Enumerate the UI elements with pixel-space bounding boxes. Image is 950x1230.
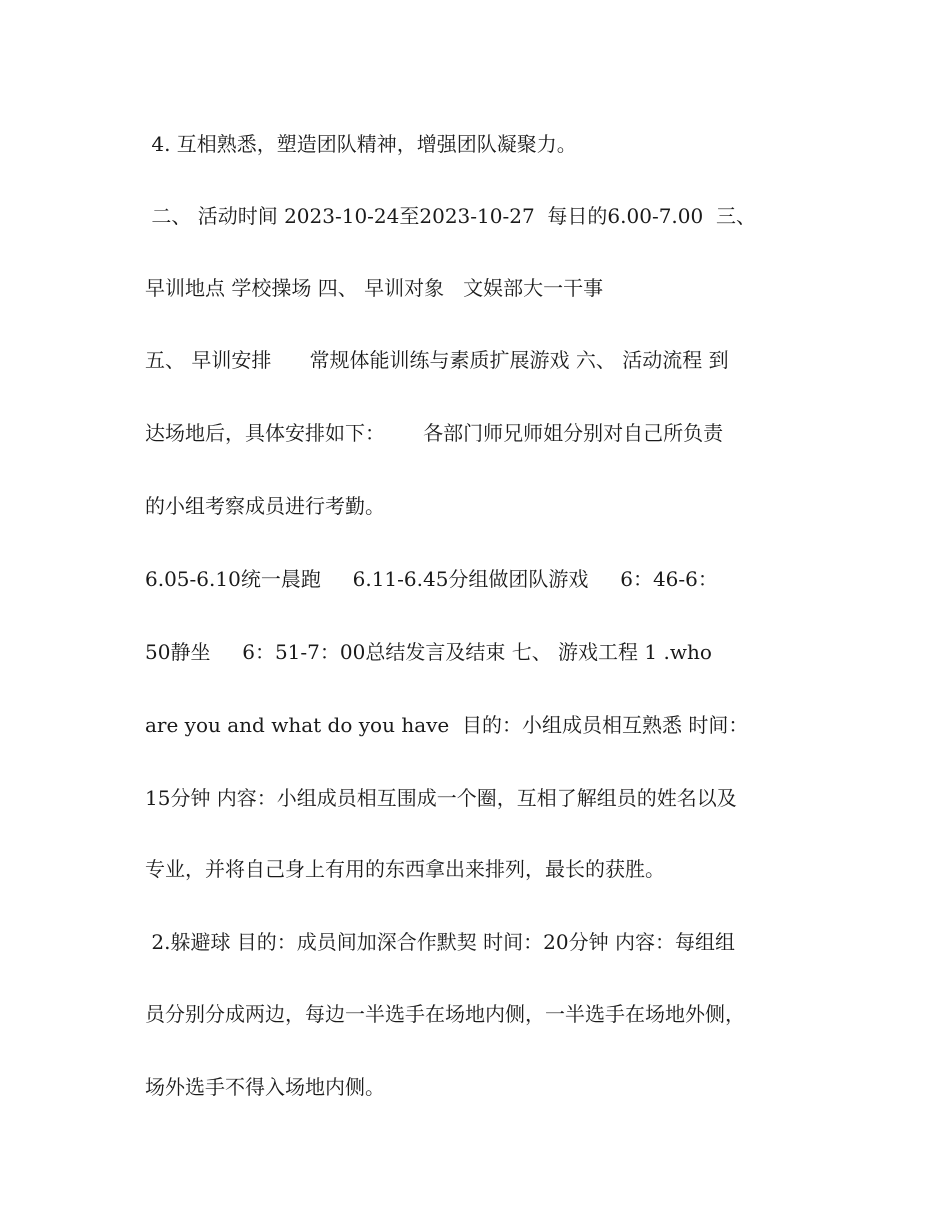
text-line-11: 专业，并将自己身上有用的东西拿出来排列，最长的获胜。 xyxy=(145,857,665,881)
text-line-1: 4. 互相熟悉，塑造团队精神，增强团队凝聚力。 xyxy=(145,132,577,156)
text-line-7: 6.05-6.10统一晨跑 6.11-6.45分组做团队游戏 6：46-6： xyxy=(145,567,718,591)
text-line-2: 二、 活动时间 2023-10-24至2023-10-27 每日的6.00-7.00 三、 xyxy=(145,204,756,228)
text-line-10: 15分钟 内容：小组成员相互围成一个圈，互相了解组员的姓名以及 xyxy=(145,786,737,810)
text-line-3: 早训地点 学校操场 四、 早训对象 文娱部大一干事 xyxy=(145,276,604,300)
text-line-13: 员分别分成两边，每边一半选手在场地内侧，一半选手在场地外侧， xyxy=(145,1002,745,1026)
text-line-4: 五、 早训安排 常规体能训练与素质扩展游戏 六、 活动流程 到 xyxy=(145,348,729,372)
text-line-5: 达场地后，具体安排如下： 各部门师兄师姐分别对自己所负责 xyxy=(145,421,724,445)
text-line-14: 场外选手不得入场地内侧。 xyxy=(145,1075,385,1099)
text-line-8: 50静坐 6：51-7：00总结发言及结束 七、 游戏工程 1 .who xyxy=(145,640,712,664)
text-line-6: 的小组考察成员进行考勤。 xyxy=(145,494,385,518)
text-line-12: 2.躲避球 目的：成员间加深合作默契 时间：20分钟 内容：每组组 xyxy=(145,930,735,954)
text-line-9: are you and what do you have 目的：小组成员相互熟悉 时间： xyxy=(145,713,749,737)
